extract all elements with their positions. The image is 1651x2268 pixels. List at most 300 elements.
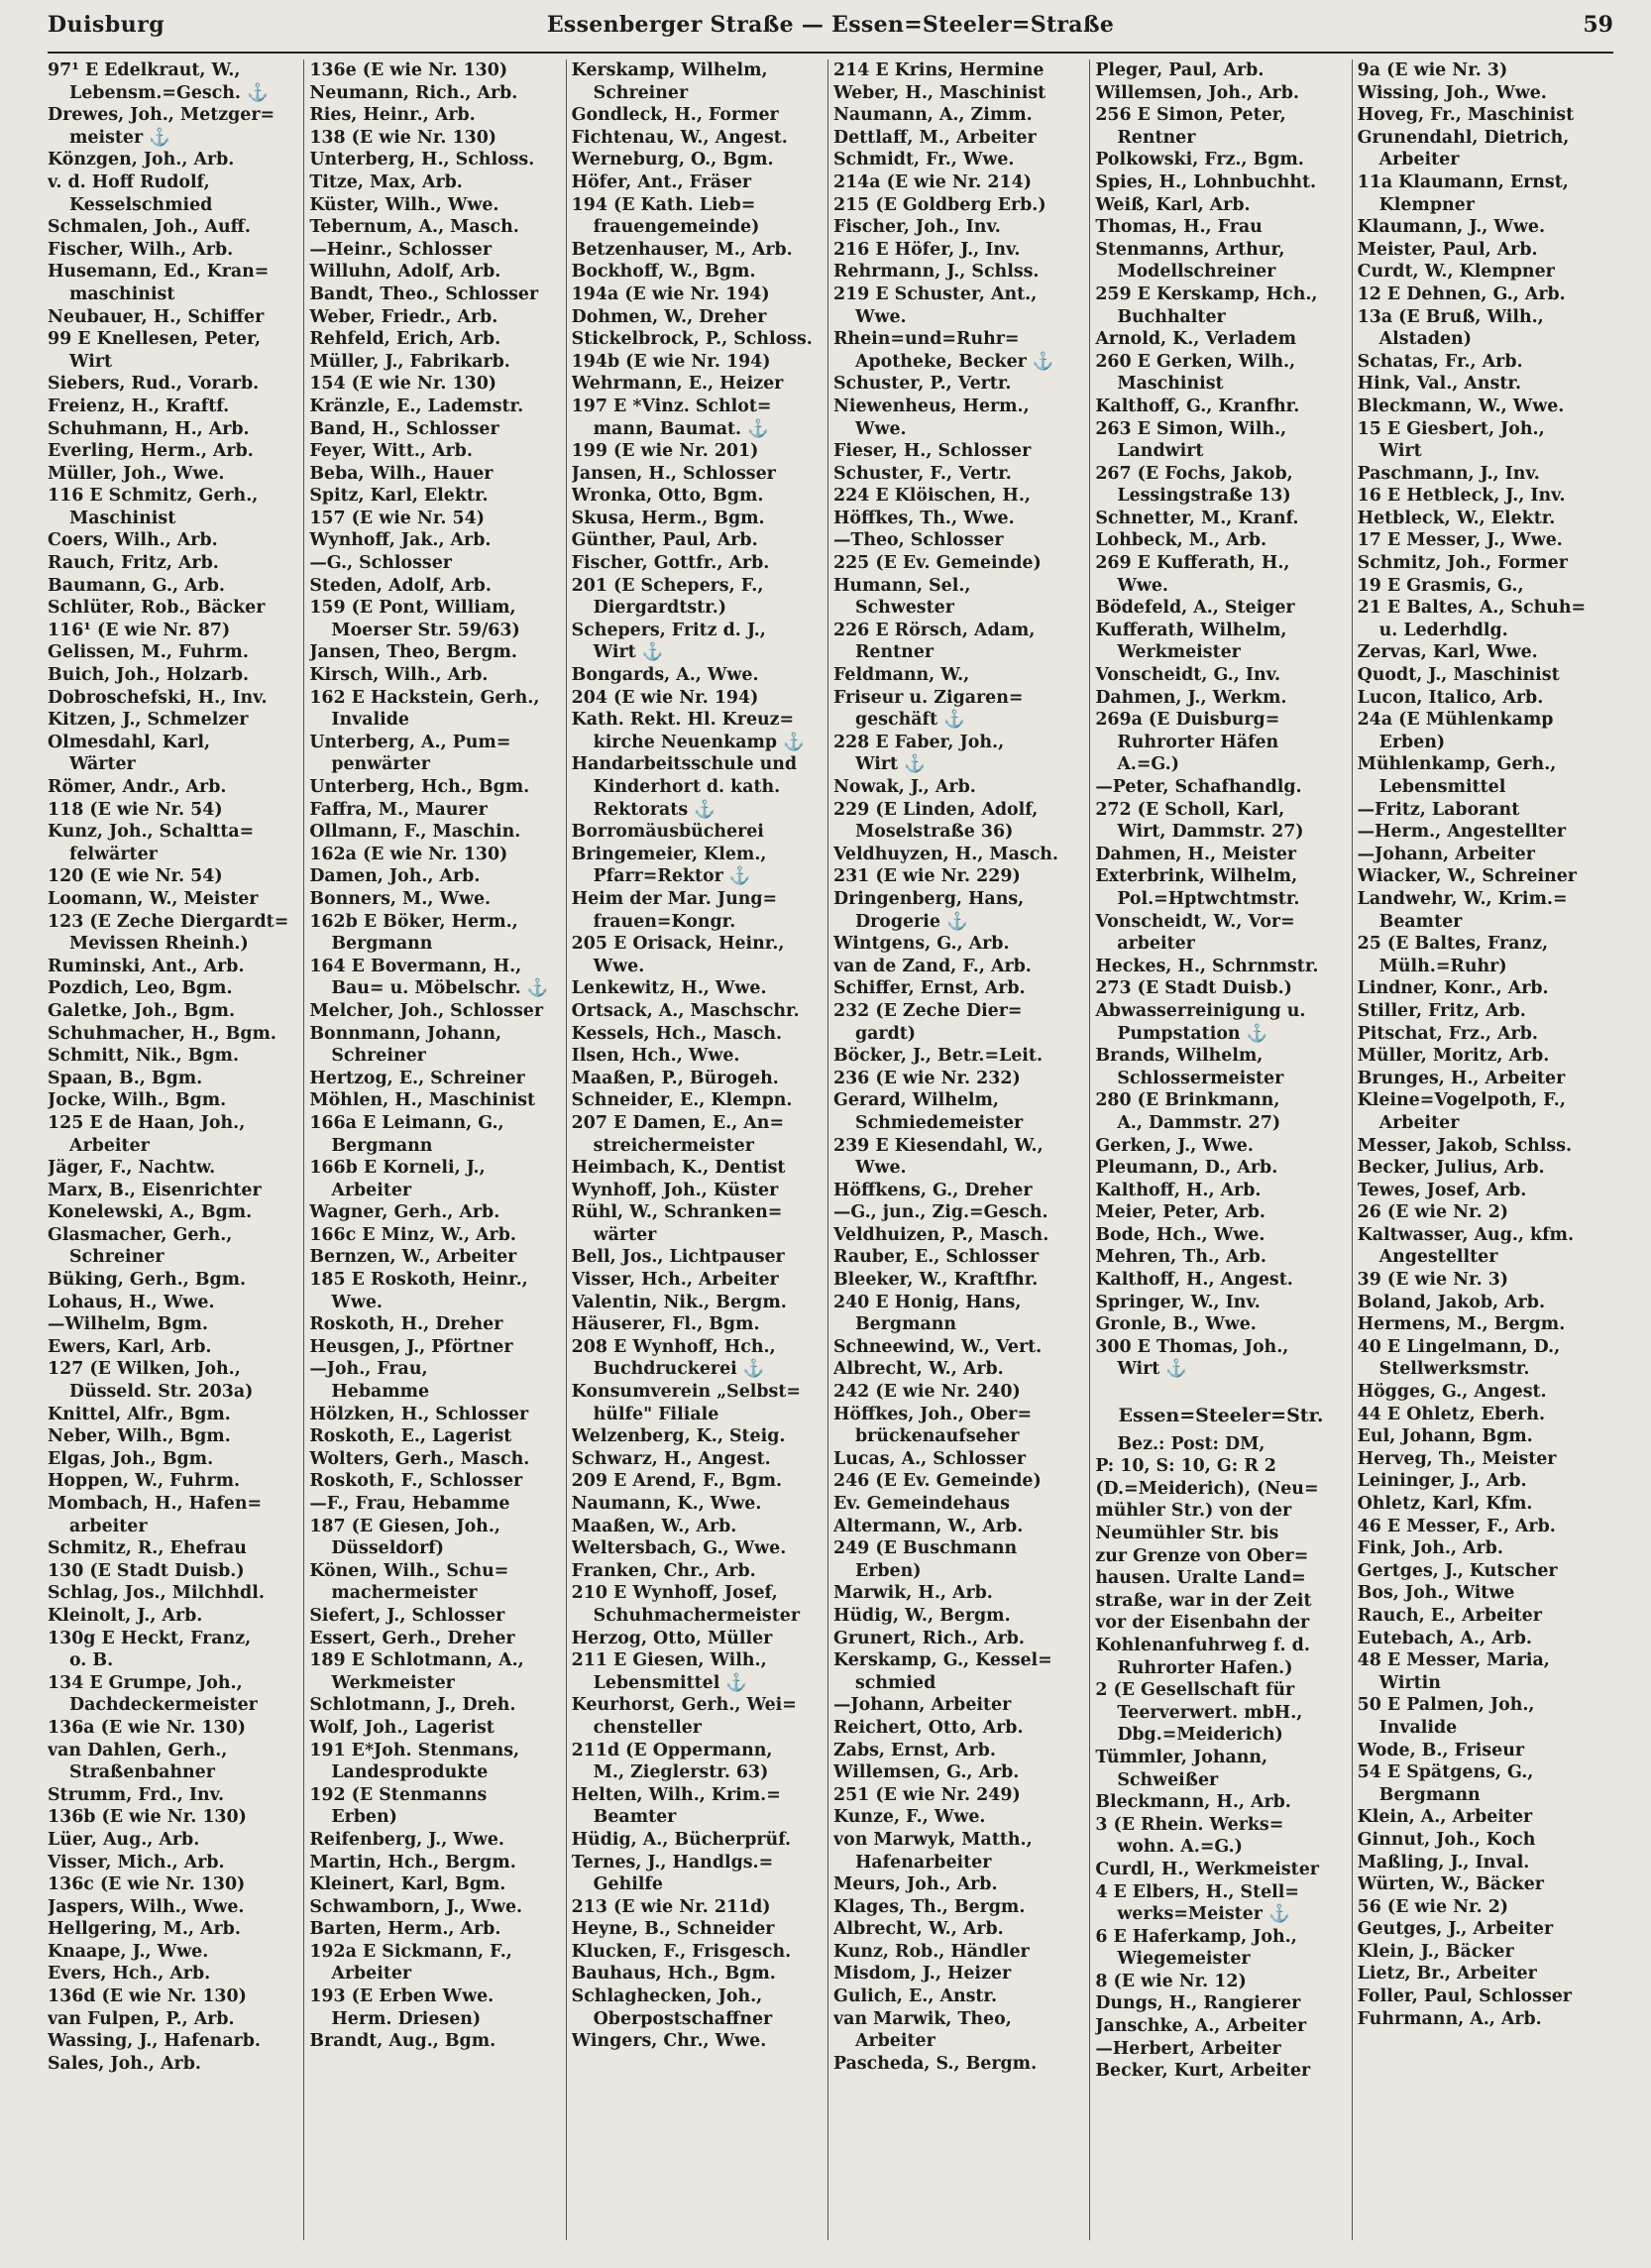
page-header bbox=[48, 0, 1613, 54]
directory-entry-line: Schiffer, Ernst, Arb. bbox=[832, 978, 1026, 999]
directory-entry-line: Maßling, J., Inval. bbox=[1357, 1852, 1530, 1872]
directory-entry-line: Schreiner bbox=[69, 1247, 165, 1268]
directory-entry-line: Beba, Wilh., Hauer bbox=[309, 463, 494, 484]
directory-entry-line: Eul, Johann, Bgm. bbox=[1357, 1426, 1533, 1447]
directory-entry-line: Lebensmittel bbox=[1378, 777, 1506, 797]
directory-entry-line: Skusa, Herm., Bgm. bbox=[571, 508, 765, 528]
directory-entry-line: 194a (E wie Nr. 194) bbox=[571, 284, 770, 304]
directory-entry-line: Rehrmann, J., Schlss. bbox=[832, 262, 1040, 283]
directory-entry-line: Ternes, J., Handlgs.= bbox=[571, 1852, 774, 1872]
directory-entry-line: 191 E*Joh. Stenmans, bbox=[309, 1740, 520, 1760]
directory-entry-line: A.=G.) bbox=[1117, 754, 1179, 775]
directory-entry-line: Ruhrorter Hafen.) bbox=[1117, 1657, 1293, 1678]
directory-entry-line: Ruminski, Ant., Arb. bbox=[48, 956, 245, 976]
directory-entry-line: 231 (E wie Nr. 229) bbox=[832, 866, 1021, 887]
directory-entry-line: (D.=Meiderich), (Neu= bbox=[1095, 1478, 1319, 1499]
directory-entry-line: Veldhuyzen, H., Masch. bbox=[832, 844, 1058, 864]
directory-entry-line: Gelissen, M., Fuhrm. bbox=[48, 642, 249, 663]
directory-entry-line: Heim der Mar. Jung= bbox=[571, 888, 778, 909]
directory-entry-line: Freienz, H., Kraftf. bbox=[48, 396, 230, 416]
directory-entry-line: Strumm, Frd., Inv. bbox=[48, 1784, 225, 1805]
directory-entry-line: Schmitz, Joh., Former bbox=[1357, 553, 1568, 574]
directory-entry-line: Hoppen, W., Fuhrm. bbox=[48, 1471, 241, 1492]
directory-entry-line: v. d. Hoff Rudolf, bbox=[48, 171, 210, 192]
directory-entry-line: P: 10, S: 10, G: R 2 bbox=[1095, 1456, 1276, 1477]
directory-entry-line: Moselstraße 36) bbox=[854, 822, 1014, 843]
directory-entry-line: 192a E Sickmann, F., bbox=[309, 1941, 512, 1962]
directory-entry-line: Lohbeck, M., Arb. bbox=[1095, 530, 1267, 551]
directory-entry-line: Titze, Max, Arb. bbox=[309, 171, 463, 192]
directory-entry-line: Bau= u. Möbelschr. ⚓ bbox=[331, 978, 549, 999]
directory-entry-line: Wwe. bbox=[854, 418, 907, 439]
directory-entry-line: Mühlenkamp, Gerh., bbox=[1357, 754, 1557, 775]
directory-entry-line: Schmitz, R., Ehefrau bbox=[48, 1538, 247, 1559]
directory-entry-line: Müller, Moritz, Arb. bbox=[1357, 1046, 1550, 1067]
directory-entry-line: Melcher, Joh., Schlosser bbox=[309, 1000, 543, 1021]
directory-entry-line: Lucas, A., Schlosser bbox=[832, 1448, 1027, 1469]
directory-entry-line: Schlaghecken, Joh., bbox=[571, 1986, 763, 2007]
directory-entry-line: Spitz, Karl, Elektr. bbox=[309, 486, 489, 507]
directory-entry-line: 12 E Dehnen, G., Arb. bbox=[1357, 284, 1566, 304]
directory-entry-line: Möhlen, H., Maschinist bbox=[309, 1090, 536, 1111]
directory-entry-line: 229 (E Linden, Adolf, bbox=[832, 799, 1039, 820]
directory-entry-line: Wiacker, W., Schreiner bbox=[1357, 866, 1577, 887]
directory-entry-line: 239 E Kiesendahl, W., bbox=[832, 1135, 1044, 1156]
directory-entry-line: van de Zand, F., Arb. bbox=[832, 956, 1032, 976]
directory-entry-line: Baumann, G., Arb. bbox=[48, 575, 225, 596]
directory-entry-line: 130g E Heckt, Franz, bbox=[48, 1628, 252, 1648]
directory-entry-line: Müller, Joh., Wwe. bbox=[48, 463, 225, 484]
directory-entry-line: Dobroschefski, H., Inv. bbox=[48, 687, 268, 708]
directory-column-6 bbox=[1352, 59, 1613, 2240]
directory-entry-line: Neubauer, H., Schiffer bbox=[48, 306, 265, 327]
directory-entry-line: Hölzken, H., Schlosser bbox=[309, 1404, 529, 1424]
directory-entry-line: Exterbrink, Wilhelm, bbox=[1095, 866, 1298, 887]
directory-entry-line: Spaan, B., Bgm. bbox=[48, 1068, 203, 1088]
directory-entry-line: Schlotmann, J., Dreh. bbox=[309, 1695, 516, 1716]
street-range-heading: Essenberger Straße — Essen=Steeler=Straße bbox=[546, 12, 1115, 38]
directory-entry-line: Mülh.=Ruhr) bbox=[1378, 956, 1507, 976]
directory-entry-line: Büking, Gerh., Bgm. bbox=[48, 1270, 247, 1291]
directory-entry-line: Coers, Wilh., Arb. bbox=[48, 530, 218, 551]
directory-entry-line: M., Zieglerstr. 63) bbox=[593, 1762, 769, 1783]
directory-entry-line: 187 (E Giesen, Joh., bbox=[309, 1516, 500, 1536]
directory-entry-line: Hetbleck, W., Elektr. bbox=[1357, 508, 1556, 528]
directory-entry-line: Lenkewitz, H., Wwe. bbox=[571, 978, 767, 999]
directory-entry-line: Arnold, K., Verladem bbox=[1095, 329, 1296, 350]
directory-entry-line: Rauch, E., Arbeiter bbox=[1357, 1605, 1542, 1626]
directory-entry-line: Ohletz, Karl, Kfm. bbox=[1357, 1494, 1533, 1514]
directory-entry-line: Ilsen, Hch., Wwe. bbox=[571, 1046, 740, 1067]
directory-entry-line: Helten, Wilh., Krim.= bbox=[571, 1784, 781, 1805]
directory-entry-line: Bödefeld, A., Steiger bbox=[1095, 598, 1295, 619]
directory-entry-line: 267 (E Fochs, Jakob, bbox=[1095, 463, 1293, 484]
directory-entry-line: A., Dammstr. 27) bbox=[1117, 1112, 1281, 1133]
directory-entry-line: 118 (E wie Nr. 54) bbox=[48, 799, 223, 820]
directory-entry-line: 162a (E wie Nr. 130) bbox=[309, 844, 508, 864]
directory-entry-line: 260 E Gerken, Wilh., bbox=[1095, 351, 1296, 372]
directory-entry-line: 50 E Palmen, Joh., bbox=[1357, 1695, 1535, 1716]
directory-entry-line: Schreiner bbox=[593, 82, 689, 103]
directory-entry-line: Roskoth, E., Lagerist bbox=[309, 1426, 512, 1447]
directory-entry-line: Wolf, Joh., Lagerist bbox=[309, 1717, 495, 1738]
directory-entry-line: Straßenbahner bbox=[69, 1762, 215, 1783]
directory-entry-line: Schmitt, Nik., Bgm. bbox=[48, 1046, 240, 1067]
directory-entry-line: Dettlaff, M., Arbeiter bbox=[832, 127, 1037, 148]
directory-entry-line: Pumpstation ⚓ bbox=[1117, 1023, 1268, 1044]
directory-entry-line: 136d (E wie Nr. 130) bbox=[48, 1986, 247, 2007]
directory-entry-line: Schneewind, W., Vert. bbox=[832, 1336, 1043, 1357]
directory-entry-line: Kunz, Joh., Schaltta= bbox=[48, 822, 255, 843]
directory-entry-line: schmied bbox=[854, 1672, 936, 1693]
directory-entry-line: Nowak, J., Arb. bbox=[832, 777, 976, 797]
directory-entry-line: Invalide bbox=[331, 710, 409, 731]
directory-entry-line: 8 (E wie Nr. 12) bbox=[1095, 1971, 1247, 1991]
directory-entry-line: Schneider, E., Klempn. bbox=[571, 1090, 793, 1111]
directory-entry-line: —Johann, Arbeiter bbox=[1357, 844, 1535, 864]
directory-entry-line: 300 E Thomas, Joh., bbox=[1095, 1336, 1289, 1357]
directory-entry-line: Weltersbach, G., Wwe. bbox=[571, 1538, 787, 1559]
page-number: 59 bbox=[1583, 12, 1613, 38]
directory-entry-line: straße, war in der Zeit bbox=[1095, 1590, 1312, 1611]
directory-entry-line: Wingers, Chr., Wwe. bbox=[571, 2031, 767, 2052]
directory-entry-line: Borromäusbücherei bbox=[571, 822, 764, 843]
directory-entry-line: Schuhmachermeister bbox=[593, 1605, 800, 1626]
directory-entry-line: Bode, Hch., Wwe. bbox=[1095, 1224, 1266, 1245]
directory-entry-line: Curdl, H., Werkmeister bbox=[1095, 1859, 1319, 1879]
directory-entry-line: Foller, Paul, Schlosser bbox=[1357, 1986, 1572, 2007]
directory-entry-line: Willemsen, G., Arb. bbox=[832, 1762, 1020, 1783]
directory-entry-line: Bleckmann, W., Wwe. bbox=[1357, 396, 1565, 416]
directory-entry-line: Reichert, Otto, Arb. bbox=[832, 1717, 1024, 1738]
directory-entry-line: Wronka, Otto, Bgm. bbox=[571, 486, 764, 507]
directory-entry-line: Buchdruckerei ⚓ bbox=[593, 1359, 765, 1380]
directory-entry-line: Herm. Driesen) bbox=[331, 2008, 482, 2029]
directory-entry-line: 209 E Arend, F., Bgm. bbox=[571, 1471, 783, 1492]
directory-entry-line: Bell, Jos., Lichtpauser bbox=[571, 1247, 785, 1268]
directory-entry-line: Kerskamp, Wilhelm, bbox=[571, 60, 768, 80]
directory-entry-line: 219 E Schuster, Ant., bbox=[832, 284, 1038, 304]
directory-entry-line: Wolters, Gerh., Masch. bbox=[309, 1448, 530, 1469]
directory-entry-line: Hermens, M., Bergm. bbox=[1357, 1314, 1566, 1335]
directory-entry-line: Günther, Paul, Arb. bbox=[571, 530, 758, 551]
directory-entry-line: Pleger, Paul, Arb. bbox=[1095, 60, 1265, 80]
directory-entry-line: Wwe. bbox=[1117, 575, 1168, 596]
directory-entry-line: Geutges, J., Arbeiter bbox=[1357, 1919, 1554, 1940]
directory-column-2 bbox=[303, 59, 565, 2240]
directory-entry-line: Visser, Hch., Arbeiter bbox=[571, 1270, 779, 1291]
directory-entry-line: Wode, B., Friseur bbox=[1357, 1740, 1525, 1760]
directory-entry-line: Bleeker, W., Kraftfhr. bbox=[832, 1270, 1039, 1291]
directory-column-5 bbox=[1089, 59, 1351, 2240]
directory-entry-line: Bleckmann, H., Arb. bbox=[1095, 1792, 1291, 1813]
directory-entry-line: Unterberg, A., Pum= bbox=[309, 732, 511, 752]
directory-entry-line: Wwe. bbox=[854, 1158, 907, 1179]
directory-entry-line: Häuserer, Fl., Bgm. bbox=[571, 1314, 760, 1335]
directory-entry-line: Willuhn, Adolf, Arb. bbox=[309, 262, 501, 283]
directory-entry-line: 273 (E Stadt Duisb.) bbox=[1095, 978, 1292, 999]
directory-entry-line: 127 (E Wilken, Joh., bbox=[48, 1359, 241, 1380]
directory-entry-line: 189 E Schlotmann, A., bbox=[309, 1650, 524, 1671]
directory-entry-line: Kohlenanfuhrweg f. d. bbox=[1095, 1635, 1310, 1655]
directory-entry-line: —G., jun., Zig.=Gesch. bbox=[832, 1202, 1048, 1223]
directory-entry-line: Bockhoff, W., Bgm. bbox=[571, 262, 756, 283]
directory-entry-line: Hebamme bbox=[331, 1382, 430, 1403]
directory-entry-line: Hafenarbeiter bbox=[854, 1852, 992, 1872]
directory-entry-line: frauen=Kongr. bbox=[593, 911, 736, 932]
directory-entry-line: 19 E Grasmis, G., bbox=[1357, 575, 1524, 596]
directory-entry-line: Ollmann, F., Maschin. bbox=[309, 822, 521, 843]
directory-entry-line: Ruhrorter Häfen bbox=[1117, 732, 1279, 752]
directory-entry-line: Invalide bbox=[1378, 1717, 1458, 1738]
directory-entry-line: Kalthoff, H., Angest. bbox=[1095, 1270, 1293, 1291]
directory-entry-line: Betzenhauser, M., Arb. bbox=[571, 239, 793, 260]
directory-entry-line: 232 (E Zeche Dier= bbox=[832, 1000, 1023, 1021]
directory-entry-line: Böcker, J., Betr.=Leit. bbox=[832, 1046, 1044, 1067]
directory-entry-line: Valentin, Nik., Bergm. bbox=[571, 1292, 787, 1312]
section-gap bbox=[1095, 1381, 1346, 1395]
directory-entry-line: Wassing, J., Hafenarb. bbox=[48, 2031, 261, 2052]
directory-entry-line: 130 (E Stadt Duisb.) bbox=[48, 1560, 245, 1581]
directory-entry-line: Kränzle, E., Lademstr. bbox=[309, 396, 524, 416]
directory-entry-line: 166a E Leimann, G., bbox=[309, 1112, 504, 1133]
directory-entry-line: 120 (E wie Nr. 54) bbox=[48, 866, 223, 887]
directory-entry-line: Naumann, K., Wwe. bbox=[571, 1494, 762, 1514]
directory-entry-line: Dohmen, W., Dreher bbox=[571, 306, 767, 327]
directory-entry-line: Dringenberg, Hans, bbox=[832, 888, 1025, 909]
directory-entry-line: Mehren, Th., Arb. bbox=[1095, 1247, 1266, 1268]
directory-column-3 bbox=[566, 59, 827, 2240]
directory-entry-line: 280 (E Brinkmann, bbox=[1095, 1090, 1280, 1111]
directory-entry-line: Bandt, Theo., Schlosser bbox=[309, 284, 539, 304]
directory-entry-line: —Herm., Angestellter bbox=[1357, 822, 1566, 843]
directory-entry-line: Jocke, Wilh., Bgm. bbox=[48, 1090, 227, 1111]
directory-entry-line: Schnetter, M., Kranf. bbox=[1095, 508, 1299, 528]
directory-entry-line: Stickelbrock, P., Schloss. bbox=[571, 329, 813, 350]
directory-entry-line: 125 E de Haan, Joh., bbox=[48, 1112, 246, 1133]
directory-entry-line: Visser, Mich., Arb. bbox=[48, 1852, 225, 1872]
directory-entry-line: Drewes, Joh., Metzger= bbox=[48, 105, 275, 126]
directory-entry-line: Dahmen, J., Werkm. bbox=[1095, 687, 1287, 708]
directory-entry-line: Klucken, F., Frisgesch. bbox=[571, 1941, 792, 1962]
directory-entry-line: Dachdeckermeister bbox=[69, 1695, 258, 1716]
directory-entry-line: Neumann, Rich., Arb. bbox=[309, 82, 518, 103]
directory-entry-line: Kessels, Hch., Masch. bbox=[571, 1023, 783, 1044]
directory-entry-line: Naumann, A., Zimm. bbox=[832, 105, 1033, 126]
directory-entry-line: Grunendahl, Dietrich, bbox=[1357, 127, 1570, 148]
directory-entry-line: Brands, Wilhelm, bbox=[1095, 1046, 1264, 1067]
directory-entry-line: Klages, Th., Bergm. bbox=[832, 1896, 1026, 1917]
directory-entry-line: Schuhmann, H., Arb. bbox=[48, 418, 250, 439]
directory-entry-line: 136b (E wie Nr. 130) bbox=[48, 1807, 247, 1828]
directory-entry-line: Moerser Str. 59/63) bbox=[331, 620, 520, 640]
directory-entry-line: Schlag, Jos., Milchhdl. bbox=[48, 1583, 265, 1604]
directory-entry-line: Weber, Friedr., Arb. bbox=[309, 306, 498, 327]
directory-entry-line: Weber, H., Maschinist bbox=[832, 82, 1046, 103]
directory-entry-line: Jansen, H., Schlosser bbox=[571, 463, 776, 484]
city-heading: Duisburg bbox=[48, 12, 165, 38]
directory-entry-line: Rhein=und=Ruhr= bbox=[832, 329, 1020, 350]
directory-entry-line: Everling, Herm., Arb. bbox=[48, 441, 254, 462]
directory-entry-line: Wwe. bbox=[593, 956, 645, 976]
directory-entry-line: Kleinert, Karl, Bgm. bbox=[309, 1874, 506, 1895]
directory-entry-line: 194 (E Kath. Lieb= bbox=[571, 194, 756, 215]
directory-entry-line: Albrecht, W., Arb. bbox=[832, 1919, 1004, 1940]
directory-entry-line: 215 (E Goldberg Erb.) bbox=[832, 194, 1046, 215]
directory-columns bbox=[48, 59, 1613, 2240]
directory-entry-line: Schuhmacher, H., Bgm. bbox=[48, 1023, 276, 1044]
directory-entry-line: Landesprodukte bbox=[331, 1762, 489, 1783]
header-rule bbox=[48, 52, 1613, 54]
directory-entry-line: Leininger, J., Arb. bbox=[1357, 1471, 1527, 1492]
directory-entry-line: 138 (E wie Nr. 130) bbox=[309, 127, 497, 148]
directory-entry-line: Wirt, Dammstr. 27) bbox=[1117, 822, 1304, 843]
directory-entry-line: Dungs, H., Rangierer bbox=[1095, 1993, 1301, 2014]
directory-entry-line: Hink, Val., Anstr. bbox=[1357, 374, 1521, 395]
directory-entry-line: Rehfeld, Erich, Arb. bbox=[309, 329, 501, 350]
directory-entry-line: Wagner, Gerh., Arb. bbox=[309, 1202, 500, 1223]
directory-entry-line: Eutebach, A., Arb. bbox=[1357, 1628, 1532, 1648]
directory-entry-line: Buich, Joh., Holzarb. bbox=[48, 665, 250, 686]
directory-entry-line: Alstaden) bbox=[1378, 329, 1472, 350]
directory-entry-line: Zervas, Karl, Wwe. bbox=[1357, 642, 1538, 663]
directory-entry-line: Bos, Joh., Witwe bbox=[1357, 1583, 1515, 1604]
directory-entry-line: Diergardtstr.) bbox=[593, 598, 727, 619]
directory-entry-line: 197 E *Vinz. Schlot= bbox=[571, 396, 772, 416]
directory-entry-line: Fuhrmann, A., Arb. bbox=[1357, 2008, 1542, 2029]
directory-entry-line: 136a (E wie Nr. 130) bbox=[48, 1717, 246, 1738]
directory-entry-line: chensteller bbox=[593, 1717, 702, 1738]
directory-entry-line: 207 E Damen, E., An= bbox=[571, 1112, 785, 1133]
directory-entry-line: 46 E Messer, F., Arb. bbox=[1357, 1516, 1556, 1536]
directory-entry-line: Schweißer bbox=[1117, 1769, 1219, 1790]
directory-entry-line: 214 E Krins, Hermine bbox=[832, 60, 1045, 80]
directory-entry-line: 24a (E Mühlenkamp bbox=[1357, 710, 1554, 731]
directory-entry-line: Teerverwert. mbH., bbox=[1117, 1702, 1303, 1723]
directory-entry-line: Dbg.=Meiderich) bbox=[1117, 1725, 1283, 1746]
directory-entry-line: Dahmen, H., Meister bbox=[1095, 844, 1297, 864]
directory-entry-line: Mevissen Rheinh.) bbox=[69, 934, 249, 955]
directory-entry-line: Hüdig, W., Bergm. bbox=[832, 1605, 1011, 1626]
directory-entry-line: 236 (E wie Nr. 232) bbox=[832, 1068, 1021, 1088]
directory-entry-line: Schmalen, Joh., Auff. bbox=[48, 217, 251, 238]
directory-entry-line: Veldhuizen, P., Masch. bbox=[832, 1224, 1049, 1245]
directory-entry-line: 166c E Minz, W., Arb. bbox=[309, 1224, 516, 1245]
directory-entry-line: 228 E Faber, Joh., bbox=[832, 732, 1005, 752]
directory-entry-line: 272 (E Scholl, Karl, bbox=[1095, 799, 1285, 820]
directory-entry-line: Landwehr, W., Krim.= bbox=[1357, 888, 1568, 909]
directory-entry-line: Landwirt bbox=[1117, 441, 1204, 462]
directory-entry-line: streichermeister bbox=[593, 1135, 754, 1156]
directory-entry-line: felwärter bbox=[69, 844, 158, 864]
directory-entry-line: Ev. Gemeindehaus bbox=[832, 1494, 1010, 1514]
directory-entry-line: vor der Eisenbahn der bbox=[1095, 1613, 1310, 1634]
directory-entry-line: Schwamborn, J., Wwe. bbox=[309, 1896, 523, 1917]
directory-entry-line: Meier, Peter, Arb. bbox=[1095, 1202, 1266, 1223]
directory-entry-line: Beamter bbox=[593, 1807, 677, 1828]
directory-entry-line: Wärter bbox=[69, 754, 136, 775]
directory-entry-line: —Johann, Arbeiter bbox=[832, 1695, 1012, 1716]
directory-entry-line: Maschinist bbox=[1117, 374, 1224, 395]
directory-entry-line: Wirtin bbox=[1378, 1672, 1441, 1693]
directory-entry-line: Abwasserreinigung u. bbox=[1095, 1000, 1306, 1021]
directory-entry-line: Bez.: Post: DM, bbox=[1117, 1433, 1266, 1454]
directory-entry-line: Jaspers, Wilh., Wwe. bbox=[48, 1896, 245, 1917]
directory-entry-line: 97¹ E Edelkraut, W., bbox=[48, 60, 241, 80]
directory-entry-line: Kalthoff, H., Arb. bbox=[1095, 1180, 1262, 1200]
directory-column-4 bbox=[827, 59, 1089, 2240]
directory-entry-line: Ortsack, A., Maschschr. bbox=[571, 1000, 800, 1021]
directory-entry-line: 4 E Elbers, H., Stell= bbox=[1095, 1881, 1299, 1902]
directory-entry-line: Gulich, E., Anstr. bbox=[832, 1986, 998, 2007]
directory-entry-line: Tewes, Josef, Arb. bbox=[1357, 1180, 1527, 1200]
directory-entry-line: 3 (E Rhein. Werks= bbox=[1095, 1814, 1284, 1835]
directory-entry-line: Barten, Herm., Arb. bbox=[309, 1919, 501, 1940]
directory-entry-line: 17 E Messer, J., Wwe. bbox=[1357, 530, 1563, 551]
directory-entry-line: zur Grenze von Ober= bbox=[1095, 1545, 1309, 1566]
directory-entry-line: Maaßen, P., Bürogeh. bbox=[571, 1068, 779, 1088]
directory-entry-line: Wissing, Joh., Wwe. bbox=[1357, 82, 1547, 103]
directory-entry-line: Curdt, W., Klempner bbox=[1357, 262, 1555, 283]
directory-entry-line: Welzenberg, K., Steig. bbox=[571, 1426, 786, 1447]
directory-entry-line: Messer, Jakob, Schlss. bbox=[1357, 1135, 1573, 1156]
directory-entry-line: Bergmann bbox=[331, 1135, 433, 1156]
directory-entry-line: —Theo, Schlosser bbox=[832, 530, 1004, 551]
directory-entry-line: wohn. A.=G.) bbox=[1117, 1837, 1243, 1858]
directory-entry-line: —Wilhelm, Bgm. bbox=[48, 1314, 208, 1335]
directory-entry-line: Wynhoff, Jak., Arb. bbox=[309, 530, 492, 551]
directory-entry-line: 9a (E wie Nr. 3) bbox=[1357, 60, 1508, 80]
directory-entry-line: Neber, Wilh., Bgm. bbox=[48, 1426, 231, 1447]
directory-entry-line: Kitzen, J., Schmelzer bbox=[48, 710, 249, 731]
directory-entry-line: Lebensmittel ⚓ bbox=[593, 1672, 748, 1693]
directory-entry-line: Herzog, Otto, Müller bbox=[571, 1628, 773, 1648]
directory-entry-line: Rauber, E., Schlosser bbox=[832, 1247, 1040, 1268]
directory-entry-line: Kufferath, Wilhelm, bbox=[1095, 620, 1287, 640]
directory-entry-line: Niewenheus, Herm., bbox=[832, 396, 1030, 416]
directory-entry-line: 246 (E Ev. Gemeinde) bbox=[832, 1471, 1042, 1492]
directory-entry-line: Reifenberg, J., Wwe. bbox=[309, 1829, 504, 1850]
directory-entry-line: 6 E Haferkamp, Joh., bbox=[1095, 1926, 1297, 1947]
directory-entry-line: Feldmann, W., bbox=[832, 665, 970, 686]
directory-entry-line: Siefert, J., Schlosser bbox=[309, 1605, 505, 1626]
directory-entry-line: Siebers, Rud., Vorarb. bbox=[48, 374, 260, 395]
directory-entry-line: Konelewski, A., Bgm. bbox=[48, 1202, 253, 1223]
directory-entry-line: —G., Schlosser bbox=[309, 553, 452, 574]
directory-entry-line: mühler Str.) von der bbox=[1095, 1501, 1292, 1522]
directory-entry-line: Schepers, Fritz d. J., bbox=[571, 620, 766, 640]
directory-entry-line: Schwarz, H., Angest. bbox=[571, 1448, 771, 1469]
directory-entry-line: Gronle, B., Wwe. bbox=[1095, 1314, 1257, 1335]
directory-entry-line: 211d (E Oppermann, bbox=[571, 1740, 773, 1760]
directory-entry-line: Arbeiter bbox=[1378, 1112, 1460, 1133]
directory-entry-line: Meister, Paul, Arb. bbox=[1357, 239, 1538, 260]
directory-entry-line: Knaape, J., Wwe. bbox=[48, 1941, 209, 1962]
directory-entry-line: Pol.=Hptwchtmstr. bbox=[1117, 888, 1300, 909]
directory-entry-line: Brunges, H., Arbeiter bbox=[1357, 1068, 1566, 1088]
directory-entry-line: Pfarr=Rektor ⚓ bbox=[593, 866, 751, 887]
directory-entry-line: Bringemeier, Klem., bbox=[571, 844, 767, 864]
directory-entry-line: 162b E Böker, Herm., bbox=[309, 911, 518, 932]
directory-entry-line: Werneburg, O., Bgm. bbox=[571, 150, 774, 170]
directory-entry-line: Kalthoff, G., Kranfhr. bbox=[1095, 396, 1300, 416]
directory-entry-line: 226 E Rörsch, Adam, bbox=[832, 620, 1036, 640]
directory-entry-line: 13a (E Bruß, Wilh., bbox=[1357, 306, 1544, 327]
directory-entry-line: 154 (E wie Nr. 130) bbox=[309, 374, 497, 395]
directory-entry-line: Marx, B., Eisenrichter bbox=[48, 1180, 262, 1200]
directory-entry-line: van Fulpen, P., Arb. bbox=[48, 2008, 235, 2029]
directory-entry-line: Lucon, Italico, Arb. bbox=[1357, 687, 1544, 708]
